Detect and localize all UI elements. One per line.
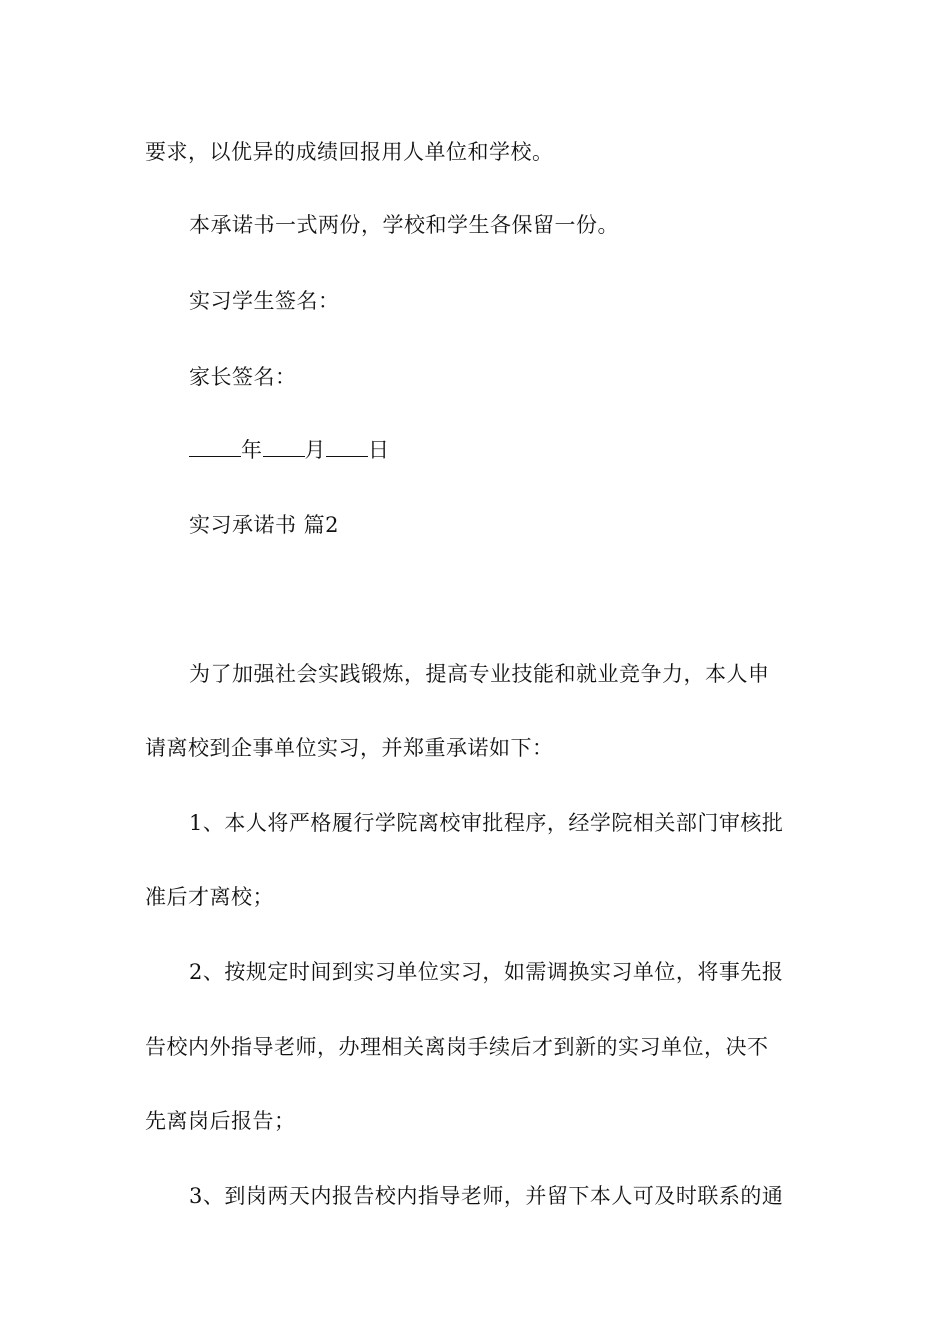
day-label: 日 — [368, 438, 390, 462]
paragraph-line: 为了加强社会实践锻炼，提高专业技能和就业竞争力，本人申 — [189, 662, 770, 686]
month-blank — [263, 438, 305, 457]
paragraph-line: 要求，以优异的成绩回报用人单位和学校。 — [145, 140, 554, 164]
date-line — [189, 435, 869, 465]
day-blank — [326, 438, 368, 457]
paragraph-line: 请离校到企事单位实习，并郑重承诺如下： — [145, 736, 554, 760]
paragraph-line: 2、按规定时间到实习单位实习，如需调换实习单位，将事先报 — [189, 960, 784, 984]
year-blank — [189, 438, 241, 457]
paragraph-line: 1、本人将严格履行学院离校审批程序，经学院相关部门审核批 — [189, 811, 784, 835]
parent-signature-label: 家长签名： — [189, 365, 297, 389]
paragraph-line: 本承诺书一式两份，学校和学生各保留一份。 — [189, 213, 619, 237]
month-label: 月 — [304, 438, 326, 462]
section-heading: 实习承诺书 篇2 — [189, 513, 340, 537]
year-label: 年 — [241, 438, 263, 462]
paragraph-line: 先离岗后报告； — [145, 1109, 296, 1133]
paragraph-line: 3、到岗两天内报告校内指导老师，并留下本人可及时联系的通 — [189, 1184, 784, 1208]
paragraph-line: 准后才离校； — [145, 885, 274, 909]
paragraph-line: 告校内外指导老师，办理相关离岗手续后才到新的实习单位，决不 — [145, 1035, 769, 1059]
student-signature-label: 实习学生签名： — [189, 289, 340, 313]
